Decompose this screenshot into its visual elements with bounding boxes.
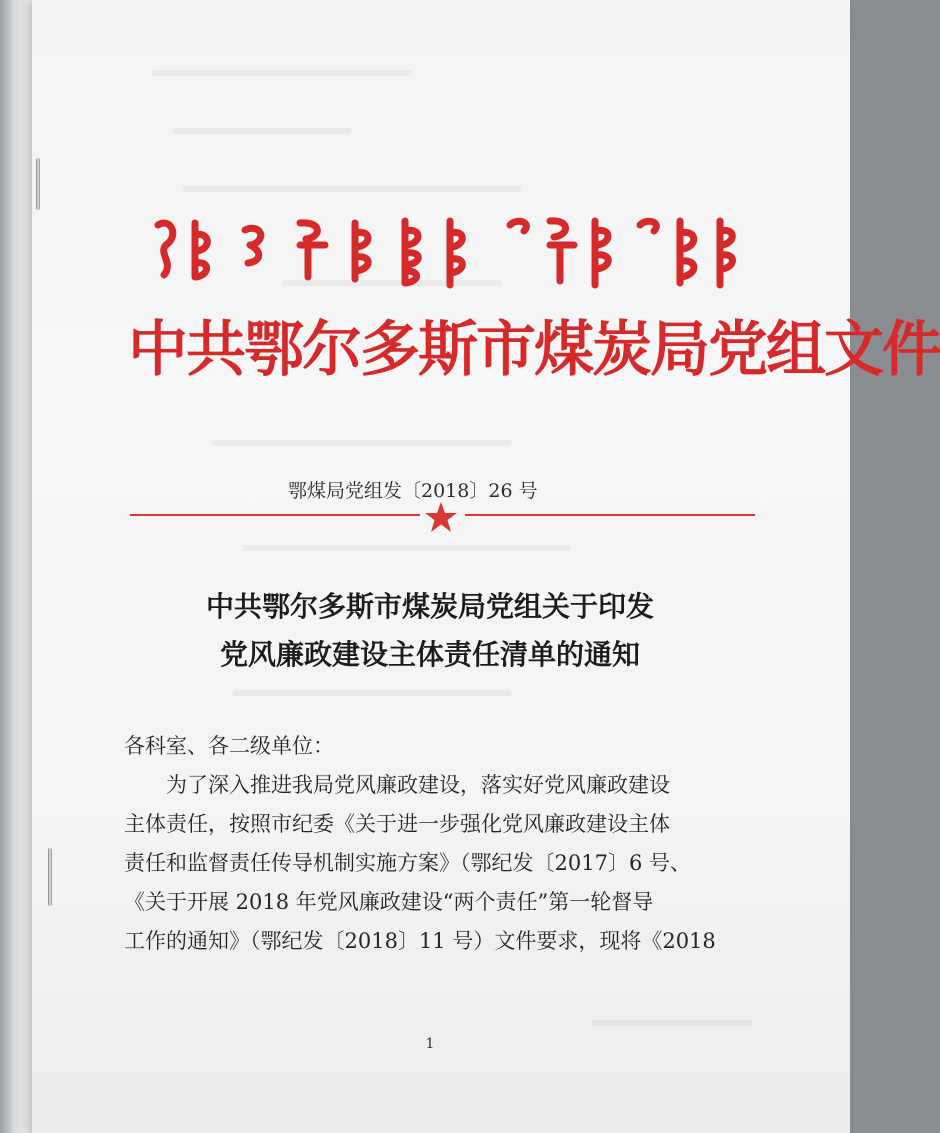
red-star-icon (424, 501, 458, 533)
red-divider-left (130, 514, 420, 516)
mongolian-header-script (150, 205, 740, 295)
body-line: 为了深入推进我局党风廉政建设，落实好党风廉政建设 (166, 773, 670, 797)
document-body (124, 727, 744, 961)
body-line: 《关于开展 2018 年党风廉政建设“两个责任”第一轮督导 (124, 890, 654, 914)
body-line: 责任和监督责任传导机制实施方案》（鄂纪发〔2017〕6 号、 (124, 851, 691, 875)
notice-title-line: 党风廉政建设主体责任清单的通知 (219, 638, 640, 671)
body-line: 主体责任，按照市纪委《关于进一步强化党风廉政建设主体 (124, 812, 670, 836)
document-page (32, 0, 940, 1133)
notice-title (150, 583, 710, 679)
document-number: 鄂煤局党组发〔2018〕26 号 (288, 480, 538, 502)
page-number: 1 (425, 1036, 435, 1052)
body-line: 工作的通知》（鄂纪发〔2018〕11 号）文件要求，现将《2018 (124, 929, 716, 953)
staple (36, 158, 40, 210)
notice-title-line: 中共鄂尔多斯市煤炭局党组关于印发 (205, 590, 654, 623)
staple (48, 848, 52, 906)
red-divider-right (465, 514, 755, 516)
document-header-title: 中共鄂尔多斯市煤炭局党组文件 (128, 315, 940, 385)
salutation: 各科室、各二级单位： (124, 734, 334, 758)
